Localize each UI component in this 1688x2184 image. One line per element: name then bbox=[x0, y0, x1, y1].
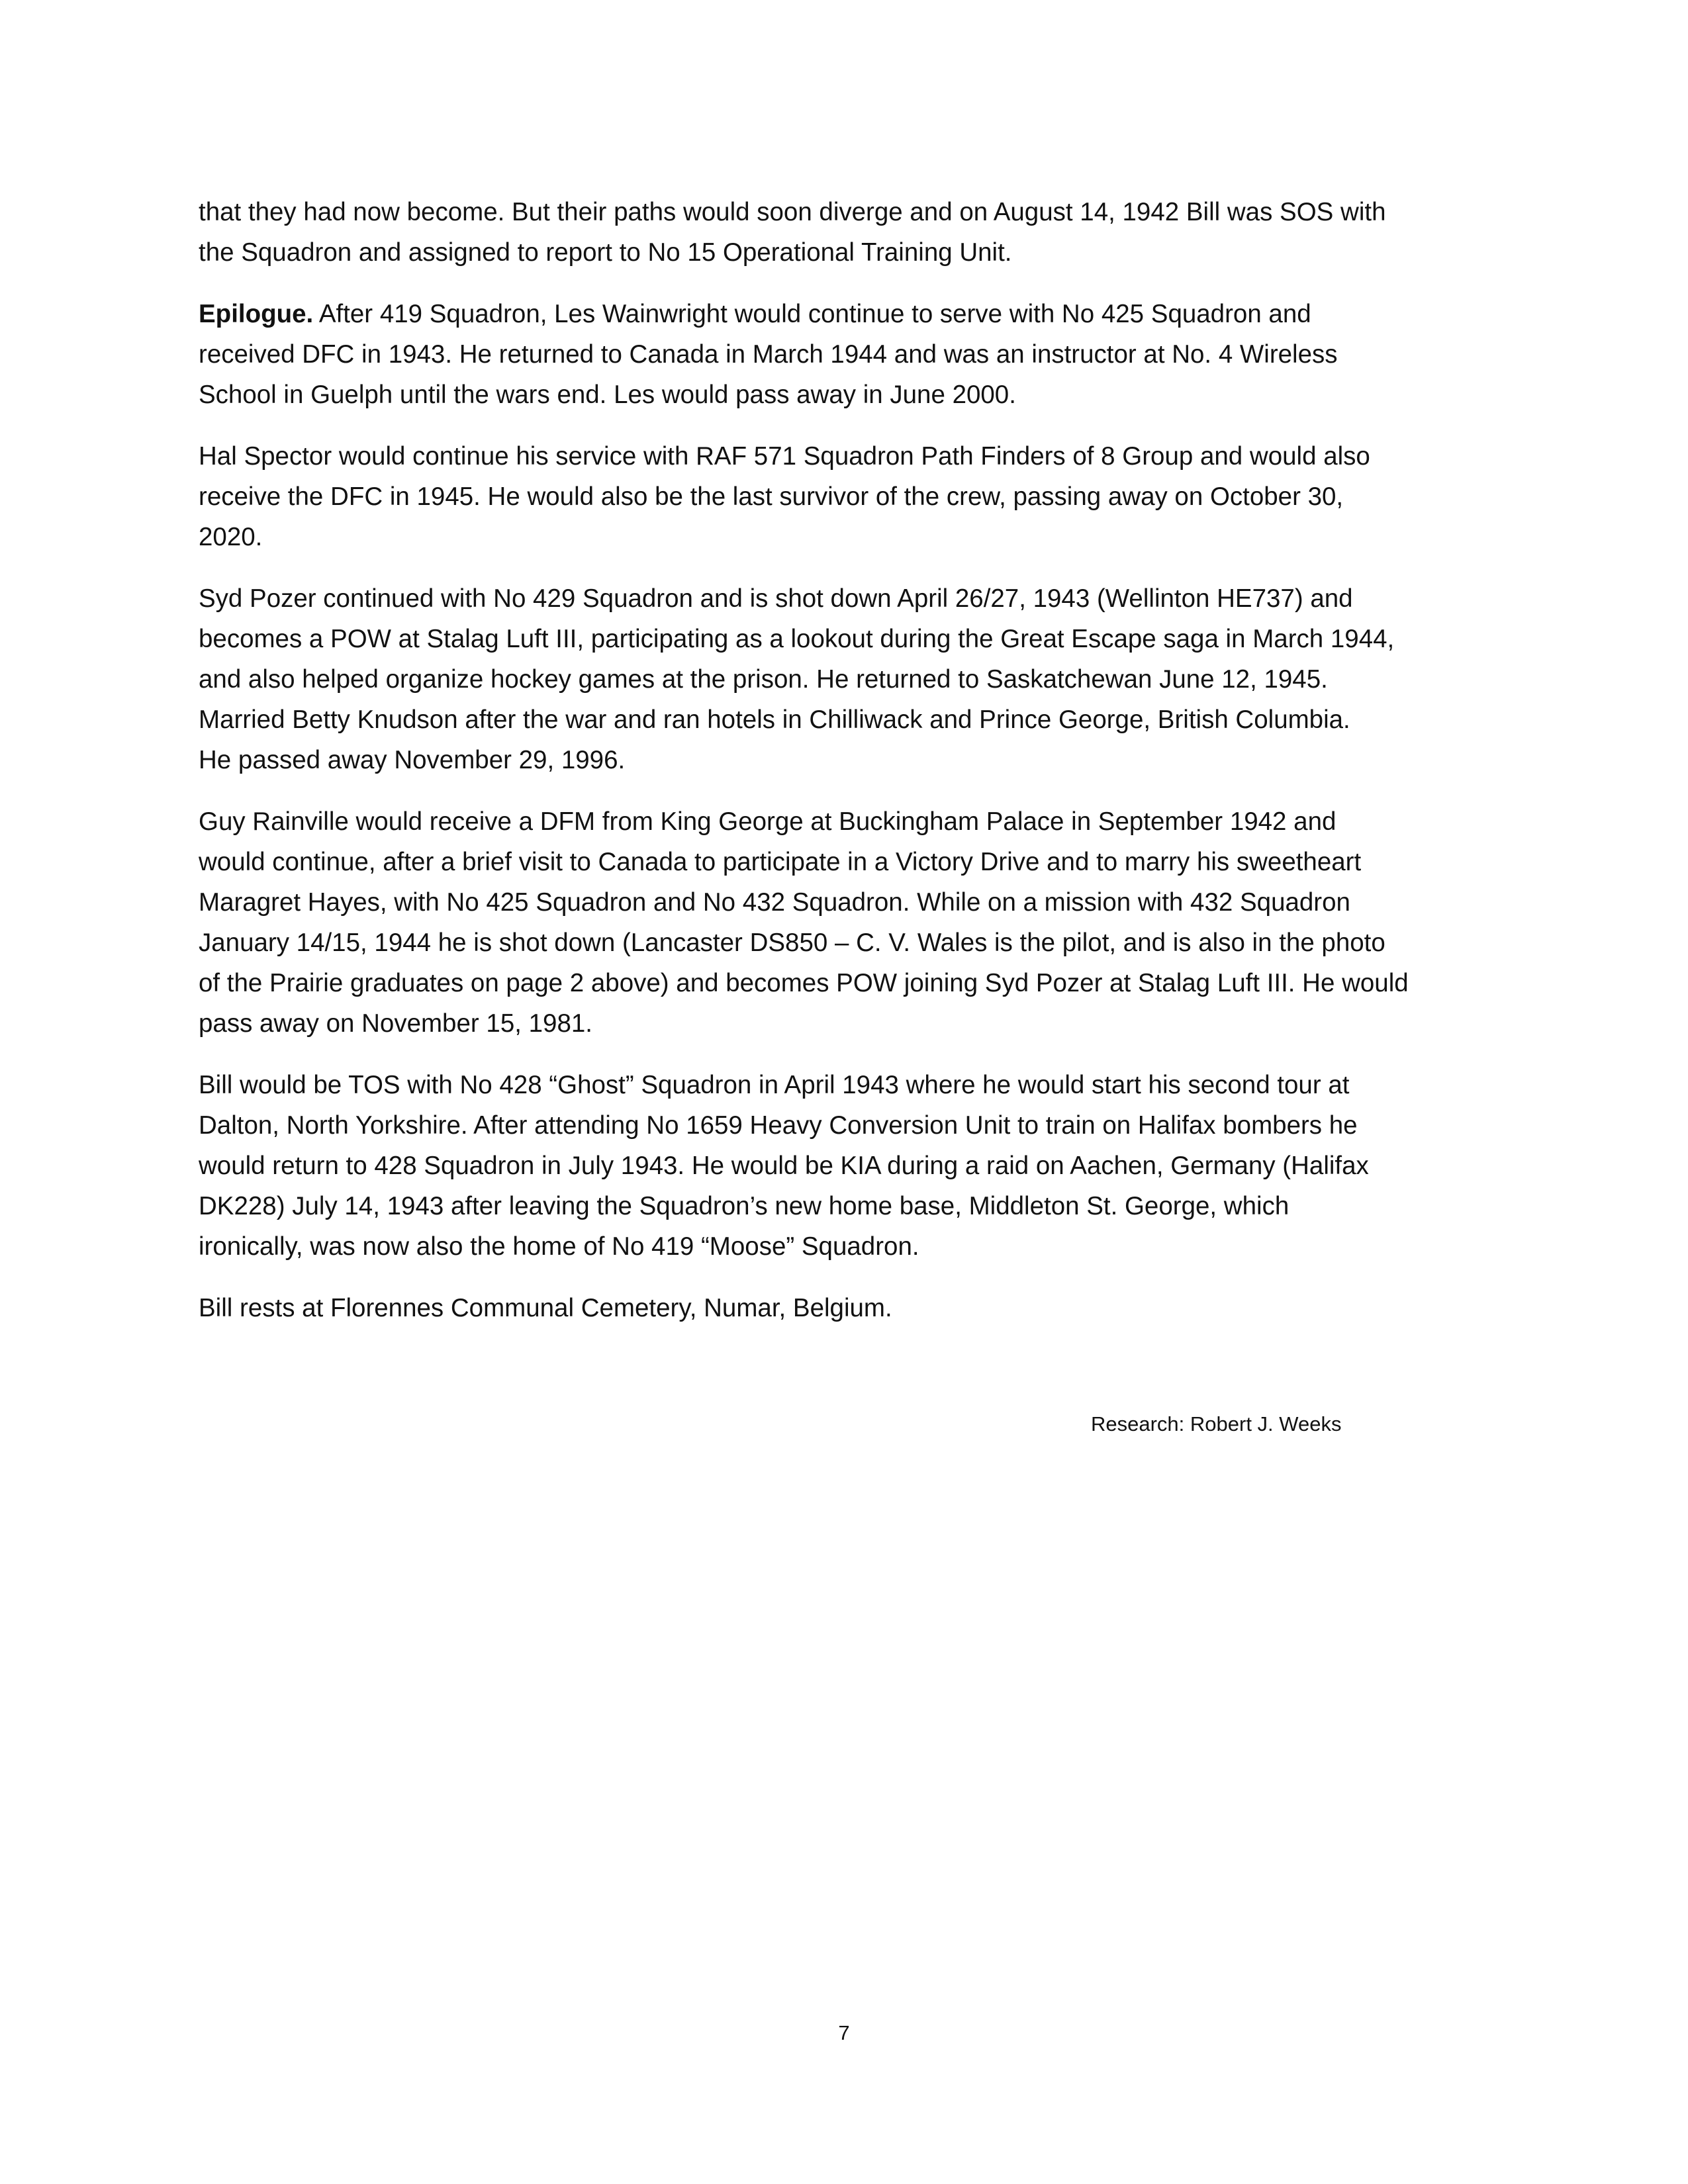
paragraph-text: Guy Rainville would receive a DFM from King George at Buckingham Palace in September 1942 and would continue, after a brief visit to Canada to participate in a Victory Drive and to marry his sweetheart Maragret Hayes, with No 425 Squadron and No 432 Squadron. While on a mission with 432 Squadron January 14/15, 1944 he is shot down (Lancaster DS850 – C. V. Wales is the pilot, and is also in the photo of the Prairie graduates on page 2 above) and becomes POW joining Syd Pozer at Stalag Luft III. He would pass away on November 15, 1981. bbox=[199, 807, 1409, 1038]
paragraph-text: Bill would be TOS with No 428 “Ghost” Squadron in April 1943 where he would start his second tour at Dalton, North Yorkshire. After attending No 1659 Heavy Conversion Unit to train on Halifax bombers he would return to 428 Squadron in July 1943. He would be KIA during a raid on Aachen, Germany (Halifax DK228) July 14, 1943 after leaving the Squadron’s new home base, Middleton St. George, which ironically, was now also the home of No 419 “Moose” Squadron. bbox=[199, 1071, 1369, 1261]
paragraph-bill-tos bbox=[199, 1065, 1503, 1267]
paragraph-continuation bbox=[199, 192, 1503, 273]
paragraph-text: that they had now become. But their paths would soon diverge and on August 14, 1942 Bill was SOS with the Squadron and assigned to report to No 15 Operational Training Unit. bbox=[199, 198, 1386, 267]
paragraph-text: Syd Pozer continued with No 429 Squadron and is shot down April 26/27, 1943 (Wellinton HE737) and becomes a POW at Stalag Luft III, participating as a lookout during the Great Escape saga in March 1944, and also helped organize hockey games at the prison. He returned to Saskatchewan June 12, 1945. Married Betty Knudson after the war and ran hotels in Chilliwack and Prince George, British Columbia. He passed away November 29, 1996. bbox=[199, 584, 1395, 774]
research-credit: Research: Robert J. Weeks bbox=[1091, 1412, 1342, 1435]
paragraph-hal-spector bbox=[199, 436, 1503, 557]
paragraph-bill-rests bbox=[199, 1288, 1503, 1328]
page-number: 7 bbox=[838, 2021, 850, 2044]
document-body bbox=[199, 192, 1503, 1349]
paragraph-text: Hal Spector would continue his service with RAF 571 Squadron Path Finders of 8 Group and would also receive the DFC in 1945. He would also be the last survivor of the crew, passing away on October 30, 2020. bbox=[199, 442, 1370, 551]
paragraph-syd-pozer bbox=[199, 578, 1503, 780]
paragraph-text: Bill rests at Florennes Communal Cemetery, Numar, Belgium. bbox=[199, 1294, 892, 1322]
paragraph-text: After 419 Squadron, Les Wainwright would continue to serve with No 425 Squadron and received DFC in 1943. He returned to Canada in March 1944 and was an instructor at No. 4 Wireless School in Guelph until the wars end. Les would pass away in June 2000. bbox=[199, 300, 1338, 409]
paragraph-guy-rainville bbox=[199, 801, 1503, 1044]
paragraph-epilogue bbox=[199, 294, 1503, 415]
epilogue-heading: Epilogue. bbox=[199, 300, 314, 328]
